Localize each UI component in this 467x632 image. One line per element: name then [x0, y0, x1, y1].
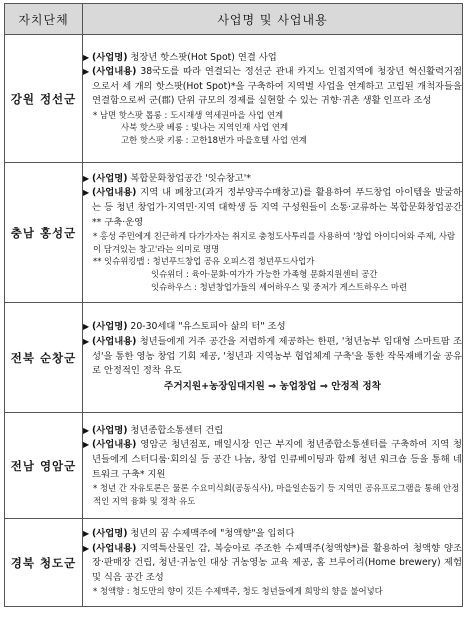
project-name: 청년종합소통센터 건립 [127, 424, 224, 436]
hotspot-item: 사북 핫스팟 베롱 : 빛나는 지역인재 사업 연계 [121, 122, 289, 133]
table-row [5, 519, 463, 607]
name-label: (사업명) [92, 528, 128, 540]
name-bullet [83, 320, 462, 335]
content-label: (사업내용) [92, 335, 137, 347]
content-label: (사업내용) [92, 66, 137, 78]
bullet-arrow-icon: ▶ [83, 336, 90, 346]
content-bullet [83, 65, 462, 109]
bullet-arrow-icon: ▶ [83, 173, 90, 183]
project-content: 지역특산물인 감, 복숭아로 주조한 수제맥주(청액향*)를 활용하여 청액향 양조장·판매장 건립, 청년·귀농인 대상 귀농영농 교육 제공, 홈 브루어리(Home brewery) 제험 및 식음 공간 조성 [92, 542, 462, 583]
header-region: 자치단체 [5, 4, 83, 35]
bullet-arrow-icon: ▶ [83, 52, 90, 62]
footnote: 잇슈하우스 : 청년창업가들의 셰어하우스 및 중저가 게스트하우스 마련 [151, 281, 408, 292]
bullet-arrow-icon: ▶ [83, 543, 90, 553]
region-cell: 전남 영암군 [5, 413, 83, 519]
table-row [5, 303, 463, 413]
content-bullet [83, 186, 462, 230]
name-bullet [83, 172, 462, 187]
name-bullet [83, 527, 462, 542]
header-content: 사업명 및 사업내용 [83, 4, 463, 35]
content-cell [83, 303, 463, 413]
project-name: 복합문화창업공간 '잇슈창고'* [127, 172, 251, 184]
content-cell [83, 519, 463, 607]
region-cell: 경북 청도군 [5, 519, 83, 607]
content-label: (사업내용) [92, 542, 137, 554]
bullet-arrow-icon: ▶ [83, 322, 90, 332]
content-cell [83, 163, 463, 303]
region-cell: 전북 순창군 [5, 303, 83, 413]
footnote: 잇슈위더 : 육아·문화·여가가 가능한 가족형 문화지원센터 공간 [151, 268, 378, 279]
flow-summary: 주거지원+농장임대지원 ⇒ 농업창업 ⇒ 안정적 정착 [164, 380, 381, 392]
name-label: (사업명) [92, 424, 128, 436]
content-bullet [83, 542, 462, 586]
content-label: (사업내용) [92, 439, 137, 451]
content-bullet [83, 438, 462, 482]
project-table [4, 3, 463, 607]
content-cell [83, 35, 463, 163]
table-row [5, 413, 463, 519]
project-content: 지역 내 폐창고(과거 정부양곡수매창고)를 활용하여 푸드창업 아이템을 발굴하는 등 청년 창업가·지역민·지역 대학생 등 지역 구성원들이 소통·교류하는 복합문화창업공간** 구축·운영 [92, 187, 462, 228]
name-bullet [83, 51, 462, 66]
project-name: 20-30세대 "유스토피아 삶의 터" 조성 [127, 321, 286, 333]
name-bullet [83, 424, 462, 439]
name-label: (사업명) [92, 172, 128, 184]
bullet-arrow-icon: ▶ [83, 529, 90, 539]
content-cell [83, 413, 463, 519]
table-header-row [5, 4, 463, 35]
project-name: 청장년 핫스팟(Hot Spot) 연결 사업 [127, 51, 277, 63]
name-label: (사업명) [92, 321, 128, 333]
table-row [5, 163, 463, 303]
bullet-arrow-icon: ▶ [83, 188, 90, 198]
project-name: 청년의 꿈 수제맥주에 "청액향"을 입히다 [127, 528, 295, 540]
project-content: 38국도를 따라 연결되는 정선군 관내 카지노 인접지역에 청장년 혁신활력거점으로서 세 개의 핫스팟(Hot Spot)*을 구축하여 지역별 사업을 연계하고 고립된 개척자들을 연결함으로써 군(郡) 단위 규모의 경제를 실현할 수 있는 귀향·귀촌 생활 인프라 조성 [92, 66, 462, 107]
hotspot-list [83, 109, 462, 147]
footnote: * 홍성 주민에게 친근하게 다가가자는 취지로 충청도사투리를 사용하여 '창업 아이디어와 주제, 사람이 담겨있는 창고'라는 의미로 명명 [93, 231, 456, 254]
name-label: (사업명) [92, 51, 128, 63]
bullet-arrow-icon: ▶ [83, 67, 90, 77]
content-label: (사업내용) [92, 187, 137, 199]
region-cell: 충남 홍성군 [5, 163, 83, 303]
hotspot-item: * 남면 핫스팟 톱롱 : 도시재생 역세권마을 사업 연계 [93, 109, 284, 120]
table-row [5, 35, 463, 163]
footnote: * 청년 간 자유토론은 물론 수요미식회(공동식사), 마을일손돕기 등 지역민 공유프로그램을 통해 안정적인 지역 융화 및 정착 유도 [93, 483, 460, 506]
bullet-arrow-icon: ▶ [83, 425, 90, 435]
bullet-arrow-icon: ▶ [83, 440, 90, 450]
project-content: 영암군 청년점포, 매일시장 인근 부지에 청년종합소통센터를 구축하여 지역 청년들에게 스터디룸·회의실 등 공간 나눔, 창업 인큐베이팅과 함께 청년 워크숍 등을 통해 네트워크 구축* 지원 [92, 439, 462, 480]
content-bullet [83, 335, 462, 379]
footnote: * 청액향 : 청도만의 향이 깃든 수제맥주, 청도 청년들에게 희망의 향을 불어넣다 [93, 586, 383, 597]
region-cell: 강원 정선군 [5, 35, 83, 163]
hotspot-item: 고한 핫스팟 키롱 : 고한18번가 마을호텔 사업 연계 [121, 134, 307, 145]
footnote: ** 잇슈위킹맵 : 청년푸드창업 공유 오피스겸 청년푸드사업가 [93, 256, 315, 267]
project-content: 청년들에게 거주 공간을 저렴하게 제공하는 한편, '청년농부 임대형 스마트팜 조성'을 통한 영농 창업 기회 제공, '청년과 지역농부 협업체계 구축'을 통한 작목재배기술 공유로 안정적인 정착 유도 [92, 335, 462, 377]
